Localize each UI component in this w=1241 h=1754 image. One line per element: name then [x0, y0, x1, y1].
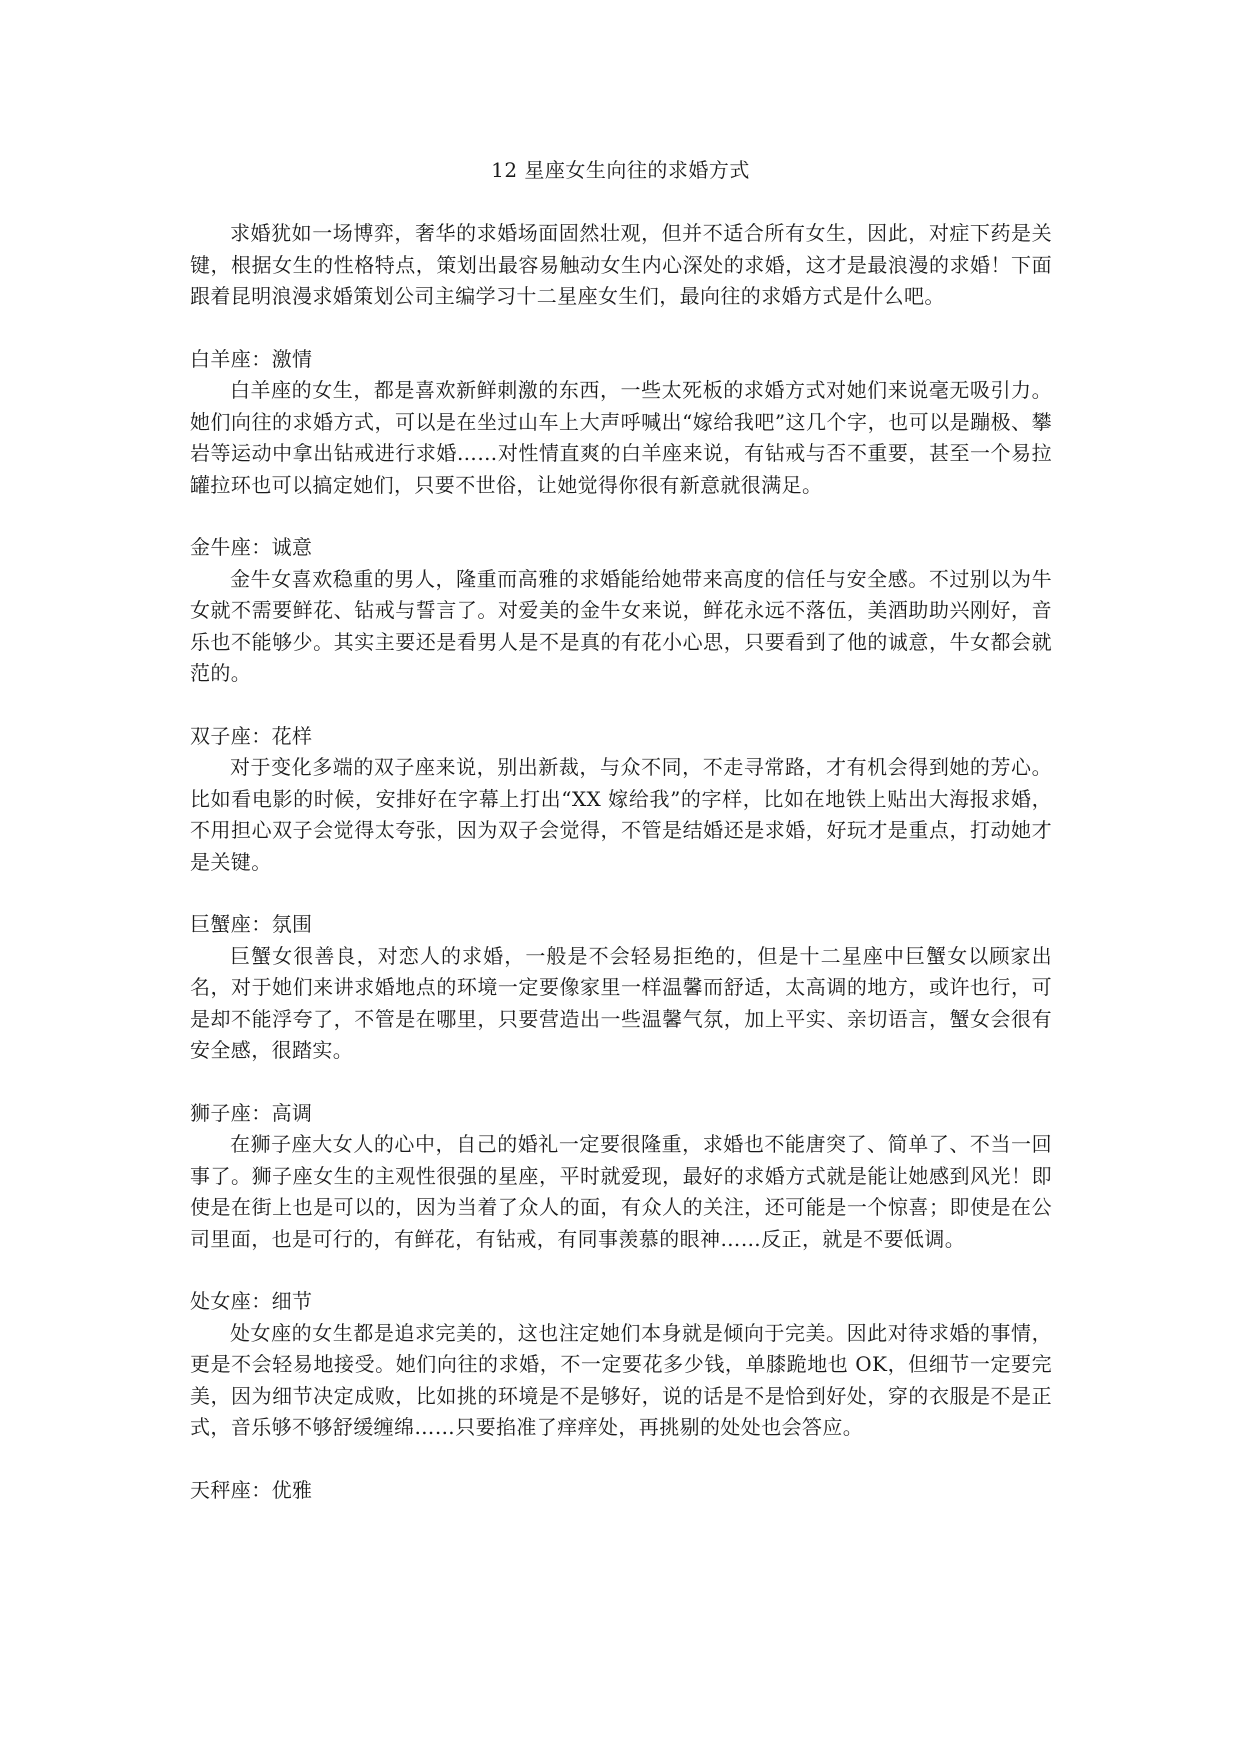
section-virgo: [190, 1286, 1052, 1444]
section-paragraph: 对于变化多端的双子座来说，别出新裁，与众不同，不走寻常路，才有机会得到她的芳心。比如看电影的时候，安排好在字幕上打出“XX 嫁给我”的字样，比如在地铁上贴出大海报求婚，不用担心双子会觉得太夸张，因为双子会觉得，不管是结婚还是求婚，好玩才是重点，打动她才是关键。: [190, 755, 1052, 874]
section-heading: 狮子座：高调: [190, 1100, 313, 1125]
section-heading: 处女座：细节: [190, 1289, 313, 1313]
section-cancer: [190, 909, 1052, 1067]
section-paragraph: 巨蟹女很善良，对恋人的求婚，一般是不会轻易拒绝的，但是十二星座中巨蟹女以顾家出名，对于她们来讲求婚地点的环境一定要像家里一样温馨而舒适，太高调的地方，或许也行，可是却不能浮夸了，不管是在哪里，只要营造出一些温馨气氛，加上平实、亲切语言，蟹女会很有安全感，很踏实。: [190, 943, 1052, 1062]
section-paragraph: 在狮子座大女人的心中，自己的婚礼一定要很隆重，求婚也不能唐突了、简单了、不当一回事了。狮子座女生的主观性很强的星座，平时就爱现，最好的求婚方式就是能让她感到风光！即使是在街上也是可以的，因为当着了众人的面，有众人的关注，还可能是一个惊喜；即使是在公司里面，也是可行的，有鲜花，有钻戒，有同事羡慕的眼神……反正，就是不要低调。: [190, 1132, 1052, 1251]
section-libra: [190, 1475, 1052, 1507]
section-paragraph: 金牛女喜欢稳重的男人，隆重而高雅的求婚能给她带来高度的信任与安全感。不过别以为牛女就不需要鲜花、钻戒与誓言了。对爱美的金牛女来说，鲜花永远不落伍，美酒助助兴刚好，音乐也不能够少。其实主要还是看男人是不是真的有花小心思，只要看到了他的诚意，牛女都会就范的。: [190, 566, 1052, 685]
section-taurus: [190, 532, 1052, 690]
intro-paragraph: 求婚犹如一场博弈，奢华的求婚场面固然壮观，但并不适合所有女生，因此，对症下药是关键，根据女生的性格特点，策划出最容易触动女生内心深处的求婚，这才是最浪漫的求婚！下面跟着昆明浪漫求婚策划公司主编学习十二星座女生们，最向往的求婚方式是什么吧。: [190, 221, 1052, 308]
section-heading: 金牛座：诚意: [190, 535, 313, 559]
section-leo: [190, 1098, 1052, 1256]
section-paragraph: 处女座的女生都是追求完美的，这也注定她们本身就是倾向于完美。因此对待求婚的事情，更是不会轻易地接受。她们向往的求婚，不一定要花多少钱，单膝跪地也 OK，但细节一定要完美，因为细节决定成败，比如挑的环境是不是够好，说的话是不是恰到好处，穿的衣服是不是正式，音乐够不够舒缓缠绵……只要掐准了痒痒处，再挑剔的处处也会答应。: [190, 1320, 1052, 1439]
section-paragraph: 白羊座的女生，都是喜欢新鲜刺激的东西，一些太死板的求婚方式对她们来说毫无吸引力。她们向往的求婚方式，可以是在坐过山车上大声呼喊出“嫁给我吧”这几个字，也可以是蹦极、攀岩等运动中拿出钻戒进行求婚……对性情直爽的白羊座来说，有钻戒与否不重要，甚至一个易拉罐拉环也可以搞定她们，只要不世俗，让她觉得你很有新意就很满足。: [190, 378, 1052, 497]
section-heading: 天秤座：优雅: [190, 1477, 313, 1502]
section-heading: 白羊座：激情: [190, 346, 313, 371]
document-title: 12 星座女生向往的求婚方式: [491, 158, 750, 182]
section-gemini: [190, 721, 1052, 879]
document-body: [190, 218, 1052, 1506]
section-heading: 巨蟹座：氛围: [190, 912, 313, 936]
section-heading: 双子座：花样: [190, 723, 313, 748]
section-aries: [190, 344, 1052, 502]
